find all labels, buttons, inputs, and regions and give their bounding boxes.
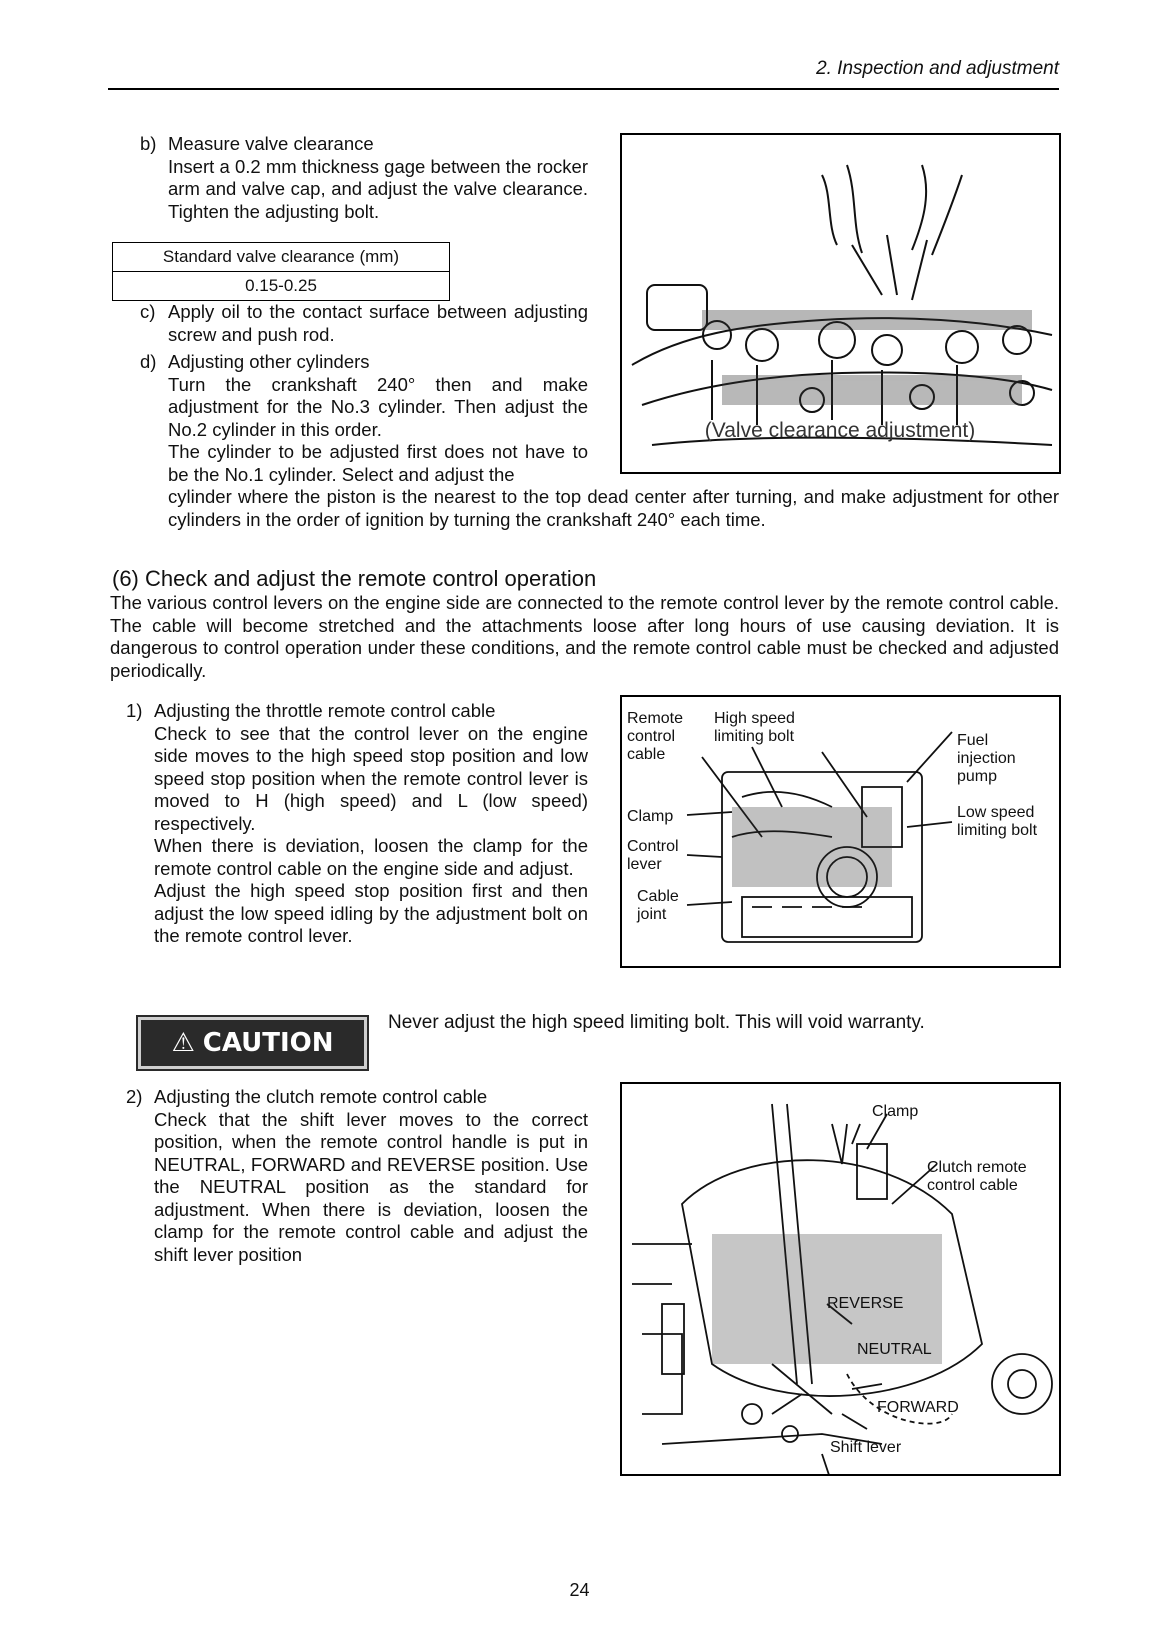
item-2-marker: 2) xyxy=(126,1086,143,1107)
label-forward: FORWARD xyxy=(877,1399,959,1416)
item-2-body: Check that the shift lever moves to the correct position, when the remote control handle is put in NEUTRAL, FORWARD and REVERSE position. Use the NEUTRAL position as the standard for adjustment. When there is deviation, loosen the clamp for the remote control cable and adjust the shift lever position xyxy=(154,1108,588,1265)
item-1 xyxy=(126,700,588,948)
valve-clearance-figure xyxy=(620,133,1061,474)
label-clamp: Clamp xyxy=(627,808,674,825)
step-b-title: Measure valve clearance xyxy=(168,133,374,154)
caution-text: Never adjust the high speed limiting bolt. This will void warranty. xyxy=(388,1012,925,1033)
label-high-speed-2: limiting bolt xyxy=(714,728,795,745)
step-d-marker: d) xyxy=(140,351,157,372)
caution-label: CAUTION xyxy=(202,1028,334,1058)
label-cable-joint-2: joint xyxy=(637,906,667,923)
item-1-body1: Check to see that the control lever on the engine side moves to the high speed stop position and low speed stop position when the remote control lever is moved to H (high speed) and L (low speed) respectively. xyxy=(154,722,588,834)
label-control-lever-1: Control xyxy=(627,838,679,855)
label-low-speed-1: Low speed xyxy=(957,804,1035,821)
label-fuel-pump-1: Fuel xyxy=(957,732,989,749)
item-1-marker: 1) xyxy=(126,700,143,721)
step-d-body1: Turn the crankshaft 240° then and make adjustment for the No.3 cylinder. Then adjust the No.2 cylinder in this order. xyxy=(168,373,588,440)
label-fuel-pump-2: injection xyxy=(957,750,1016,767)
valve-clearance-table xyxy=(112,242,450,301)
clutch-illustration xyxy=(622,1084,1059,1474)
step-c xyxy=(140,301,588,346)
label-high-speed-1: High speed xyxy=(714,710,795,727)
step-c-marker: c) xyxy=(140,301,156,322)
label-neutral: NEUTRAL xyxy=(857,1341,932,1358)
throttle-illustration xyxy=(622,697,1059,966)
step-d xyxy=(140,351,588,486)
step-b xyxy=(140,133,588,223)
clutch-cable-figure xyxy=(620,1082,1061,1476)
table-value-cell: 0.15-0.25 xyxy=(113,272,450,301)
item-2 xyxy=(126,1086,588,1266)
section-title: (6) Check and adjust the remote control operation xyxy=(112,566,597,591)
label-fuel-pump-3: pump xyxy=(957,768,998,785)
label-clutch-cable-2: control cable xyxy=(927,1177,1018,1194)
step-d-body2: The cylinder to be adjusted first does not have to be the No.1 cylinder. Select and adjust the xyxy=(168,441,588,485)
valve-engine-illustration xyxy=(622,135,1059,472)
label-low-speed-2: limiting bolt xyxy=(957,822,1038,839)
label-cable-joint-1: Cable xyxy=(637,888,679,905)
label-remote-cable-2: control xyxy=(627,728,676,745)
label-remote-cable-3: cable xyxy=(627,746,666,763)
valve-figure-caption: (Valve clearance adjustment) xyxy=(704,419,976,442)
table-header-cell: Standard valve clearance (mm) xyxy=(113,243,450,272)
label-reverse: REVERSE xyxy=(827,1295,904,1312)
page-number: 24 xyxy=(569,1580,590,1600)
step-d-body3: cylinder where the piston is the nearest to the top dead center after turning, and make adjustment for other cylinders in the order of ignition by turning the crankshaft 240° each time. xyxy=(168,486,1059,530)
label-remote-cable-1: Remote xyxy=(627,710,684,727)
label-control-lever-2: lever xyxy=(627,856,662,873)
section-intro: The various control levers on the engine side are connected to the remote control lever by the remote control cable. The cable will become stretched and the attachments loose after long hours of use causing deviation. It is dangerous to control operation under these conditions, and the remote control cable must be checked and adjusted periodically. xyxy=(110,592,1059,681)
caution-badge xyxy=(138,1017,367,1069)
item-1-body2: When there is deviation, loosen the clamp for the remote control cable on the engine side and adjust. xyxy=(154,835,588,879)
label-fig3-clamp: Clamp xyxy=(872,1103,919,1120)
step-b-body: Insert a 0.2 mm thickness gage between the rocker arm and valve cap, and adjust the valve clearance. Tighten the adjusting bolt. xyxy=(168,155,588,222)
label-shift-lever: Shift lever xyxy=(830,1439,902,1456)
step-b-marker: b) xyxy=(140,133,157,154)
warning-triangle-icon: ⚠ xyxy=(171,1028,195,1058)
step-c-body: Apply oil to the contact surface between adjusting screw and push rod. xyxy=(168,301,588,345)
running-header: 2. Inspection and adjustment xyxy=(816,58,1059,79)
item-1-body3: Adjust the high speed stop position first and then adjust the low speed idling by the adjustment bolt on the remote control lever. xyxy=(154,880,588,946)
throttle-cable-figure xyxy=(620,695,1061,968)
header-rule xyxy=(108,88,1059,90)
item-2-title: Adjusting the clutch remote control cable xyxy=(154,1086,488,1107)
label-clutch-cable-1: Clutch remote xyxy=(927,1159,1027,1176)
item-1-title: Adjusting the throttle remote control cable xyxy=(154,700,496,721)
step-d-title: Adjusting other cylinders xyxy=(168,351,370,372)
